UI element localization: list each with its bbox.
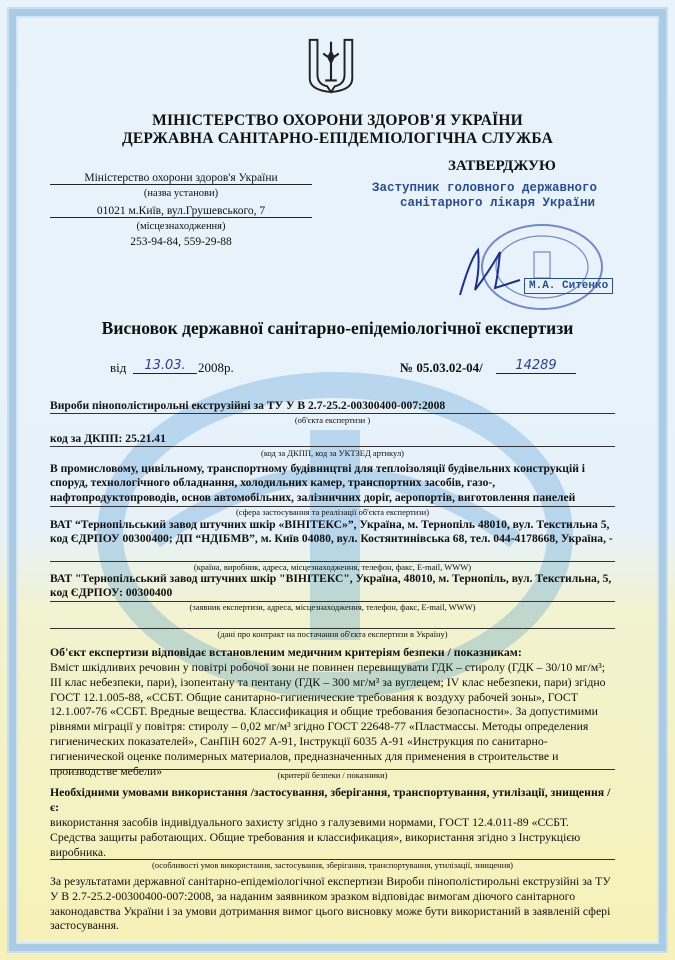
date-year: 2008р. — [198, 360, 234, 375]
ministry-title: МІНІСТЕРСТВО ОХОРОНИ ЗДОРОВ'Я УКРАЇНИ — [152, 112, 523, 129]
code-value: код за ДКПП: 25.21.41 — [50, 432, 166, 445]
institution-name-caption: (назва установи) — [143, 188, 219, 199]
date-prefix: від — [110, 360, 127, 375]
criteria-text: Вміст шкідливих речовин у повітрі робочої зони не повинен перевищувати ГДК – стиролу (ГДК – 30/10 мг/м³; ІІІ клас небезпеки, пари), ізопентану та пентану (ГДК – 300 мг/м³ за вуглецем; IV клас небезпеки, пари) згідно ГОСТ 12.1.005-88, «ССБТ. Общие санитарно-гигиенические требования к воздуху рабочей зоны», ГОСТ 12.1.007-76 «ССБТ. Вредные вещества. Классификация и общие требования безопасности». За допустимими рівнями міграції у повітря: стиролу – 0,02 мг/м³ згідно ГОСТ 22648-77 «Пластмассы. Методы определения гигиенических показателей», СанПіН 6027 А-91, Інструкції 6035 А-91 «Инструкция по санитарно-гигиенической оценке полимерных материалов, предназначенных для применения в строительстве и производстве мебели» — [50, 660, 606, 778]
scope-caption: (сфера застосування та реалізації об'єкта експертизи) — [235, 507, 430, 517]
service-title: ДЕРЖАВНА САНІТАРНО-ЕПІДЕМІОЛОГІЧНА СЛУЖБА — [122, 130, 553, 147]
approver-name-stamp: М.А. Ситенко — [524, 278, 613, 294]
contract-caption: (дані про контракт на постачання об'єкта експертизи в Україну) — [217, 629, 448, 639]
conclusion-text: За результатами державної санітарно-епідеміологічної експертизи Вироби пінополістирольні екструзійні за ТУ У В 2.7-25.2-00300400-007:2008, за наданим заявником зразком відповідає вимогам діючого санітарного законодавства України і за умови дотримання вимог цього висновку може бути використаний в заявленій сфері застосування. — [50, 874, 611, 933]
signature — [440, 240, 530, 300]
institution-address: 01021 м.Київ, вул.Грушевського, 7 — [50, 205, 312, 218]
approval-label: ЗАТВЕРДЖУЮ — [448, 158, 556, 174]
conditions-heading: Необхідними умовами використання /застосування, зберігання, транспортування, утилізації, знищення /є: — [50, 785, 611, 814]
manufacturer-caption: (країна, виробник, адреса, місцезнаходження, телефон, факс, E-mail, WWW) — [193, 562, 472, 572]
applicant-caption: (заявник експертизи, адреса, місцезнаходження, телефон, факс, E-mail, WWW) — [189, 602, 476, 612]
institution-name: Міністерство охорони здоров'я України — [50, 172, 312, 185]
number-prefix: № 05.03.02-04/ — [400, 360, 483, 375]
manufacturer-value: ВАТ “Тернопільський завод штучних шкір «ВІНІТЕКС»”, Україна, м. Тернопіль 48010, вул. Текстильна 5, код ЄДРПОУ 00300400; ДП “НДІБМВ”, м. Київ 04080, вул. Костянтинівська 68, тел. 044-4178668, Україна, - — [50, 518, 613, 546]
object-underline — [50, 413, 615, 414]
scope-value: В промисловому, цивільному, транспортному будівництві для теплоізоляції будівельних конструкцій і споруд, технологічного обладнання, холодильних камер, транспортних засобів, газо-, нафтопродуктопроводів, основ автомобільних, залізничних доріг, аеропортів, виготовлення панелей — [50, 462, 586, 504]
code-underline — [50, 446, 615, 447]
criteria-caption: (критерії безпеки / показники) — [277, 770, 388, 780]
code-caption: (код за ДКПП, код за УКТЗЕД артикул) — [260, 448, 405, 458]
conditions-text: використання засобів індивідуального захисту згідно з галузевими нормами, ГОСТ 12.4.011-89 «ССБТ. Средства защиты работающих. Общие требования и классификация», використання згідно з Інструкцією виробника. — [50, 815, 581, 859]
approval-stamp-line2: санітарного лікаря України — [400, 196, 596, 210]
conditions-caption: (особливості умов використання, застосування, зберігання, транспортування, утилізації, знищення) — [152, 860, 513, 870]
document-title: Висновок державної санітарно-епідеміологічної експертизи — [101, 318, 574, 338]
number-value: 14289 — [496, 358, 576, 374]
object-value: Вироби пінополістирольні екструзійні за ТУ У В 2.7-25.2-00300400-007:2008 — [50, 399, 446, 412]
criteria-heading: Об'єкт експертизи відповідає встановленим медичним критеріям безпеки / показникам: — [50, 645, 522, 659]
object-caption: (об'єкта експертизи ) — [294, 415, 371, 425]
approval-stamp-line1: Заступник головного державного — [372, 181, 598, 195]
institution-address-caption: (місцезнаходження) — [136, 221, 226, 232]
applicant-value: ВАТ "Тернопільський завод штучних шкір "ВІНІТЕКС", Україна, 48010, м. Тернопіль, вул. Текстильна, 5, код ЄДРПОУ: 00300400 — [50, 572, 612, 600]
trident-emblem-icon — [303, 36, 359, 94]
institution-phones: 253-94-84, 559-29-88 — [130, 236, 232, 248]
date-value: 13.03. — [133, 358, 197, 374]
